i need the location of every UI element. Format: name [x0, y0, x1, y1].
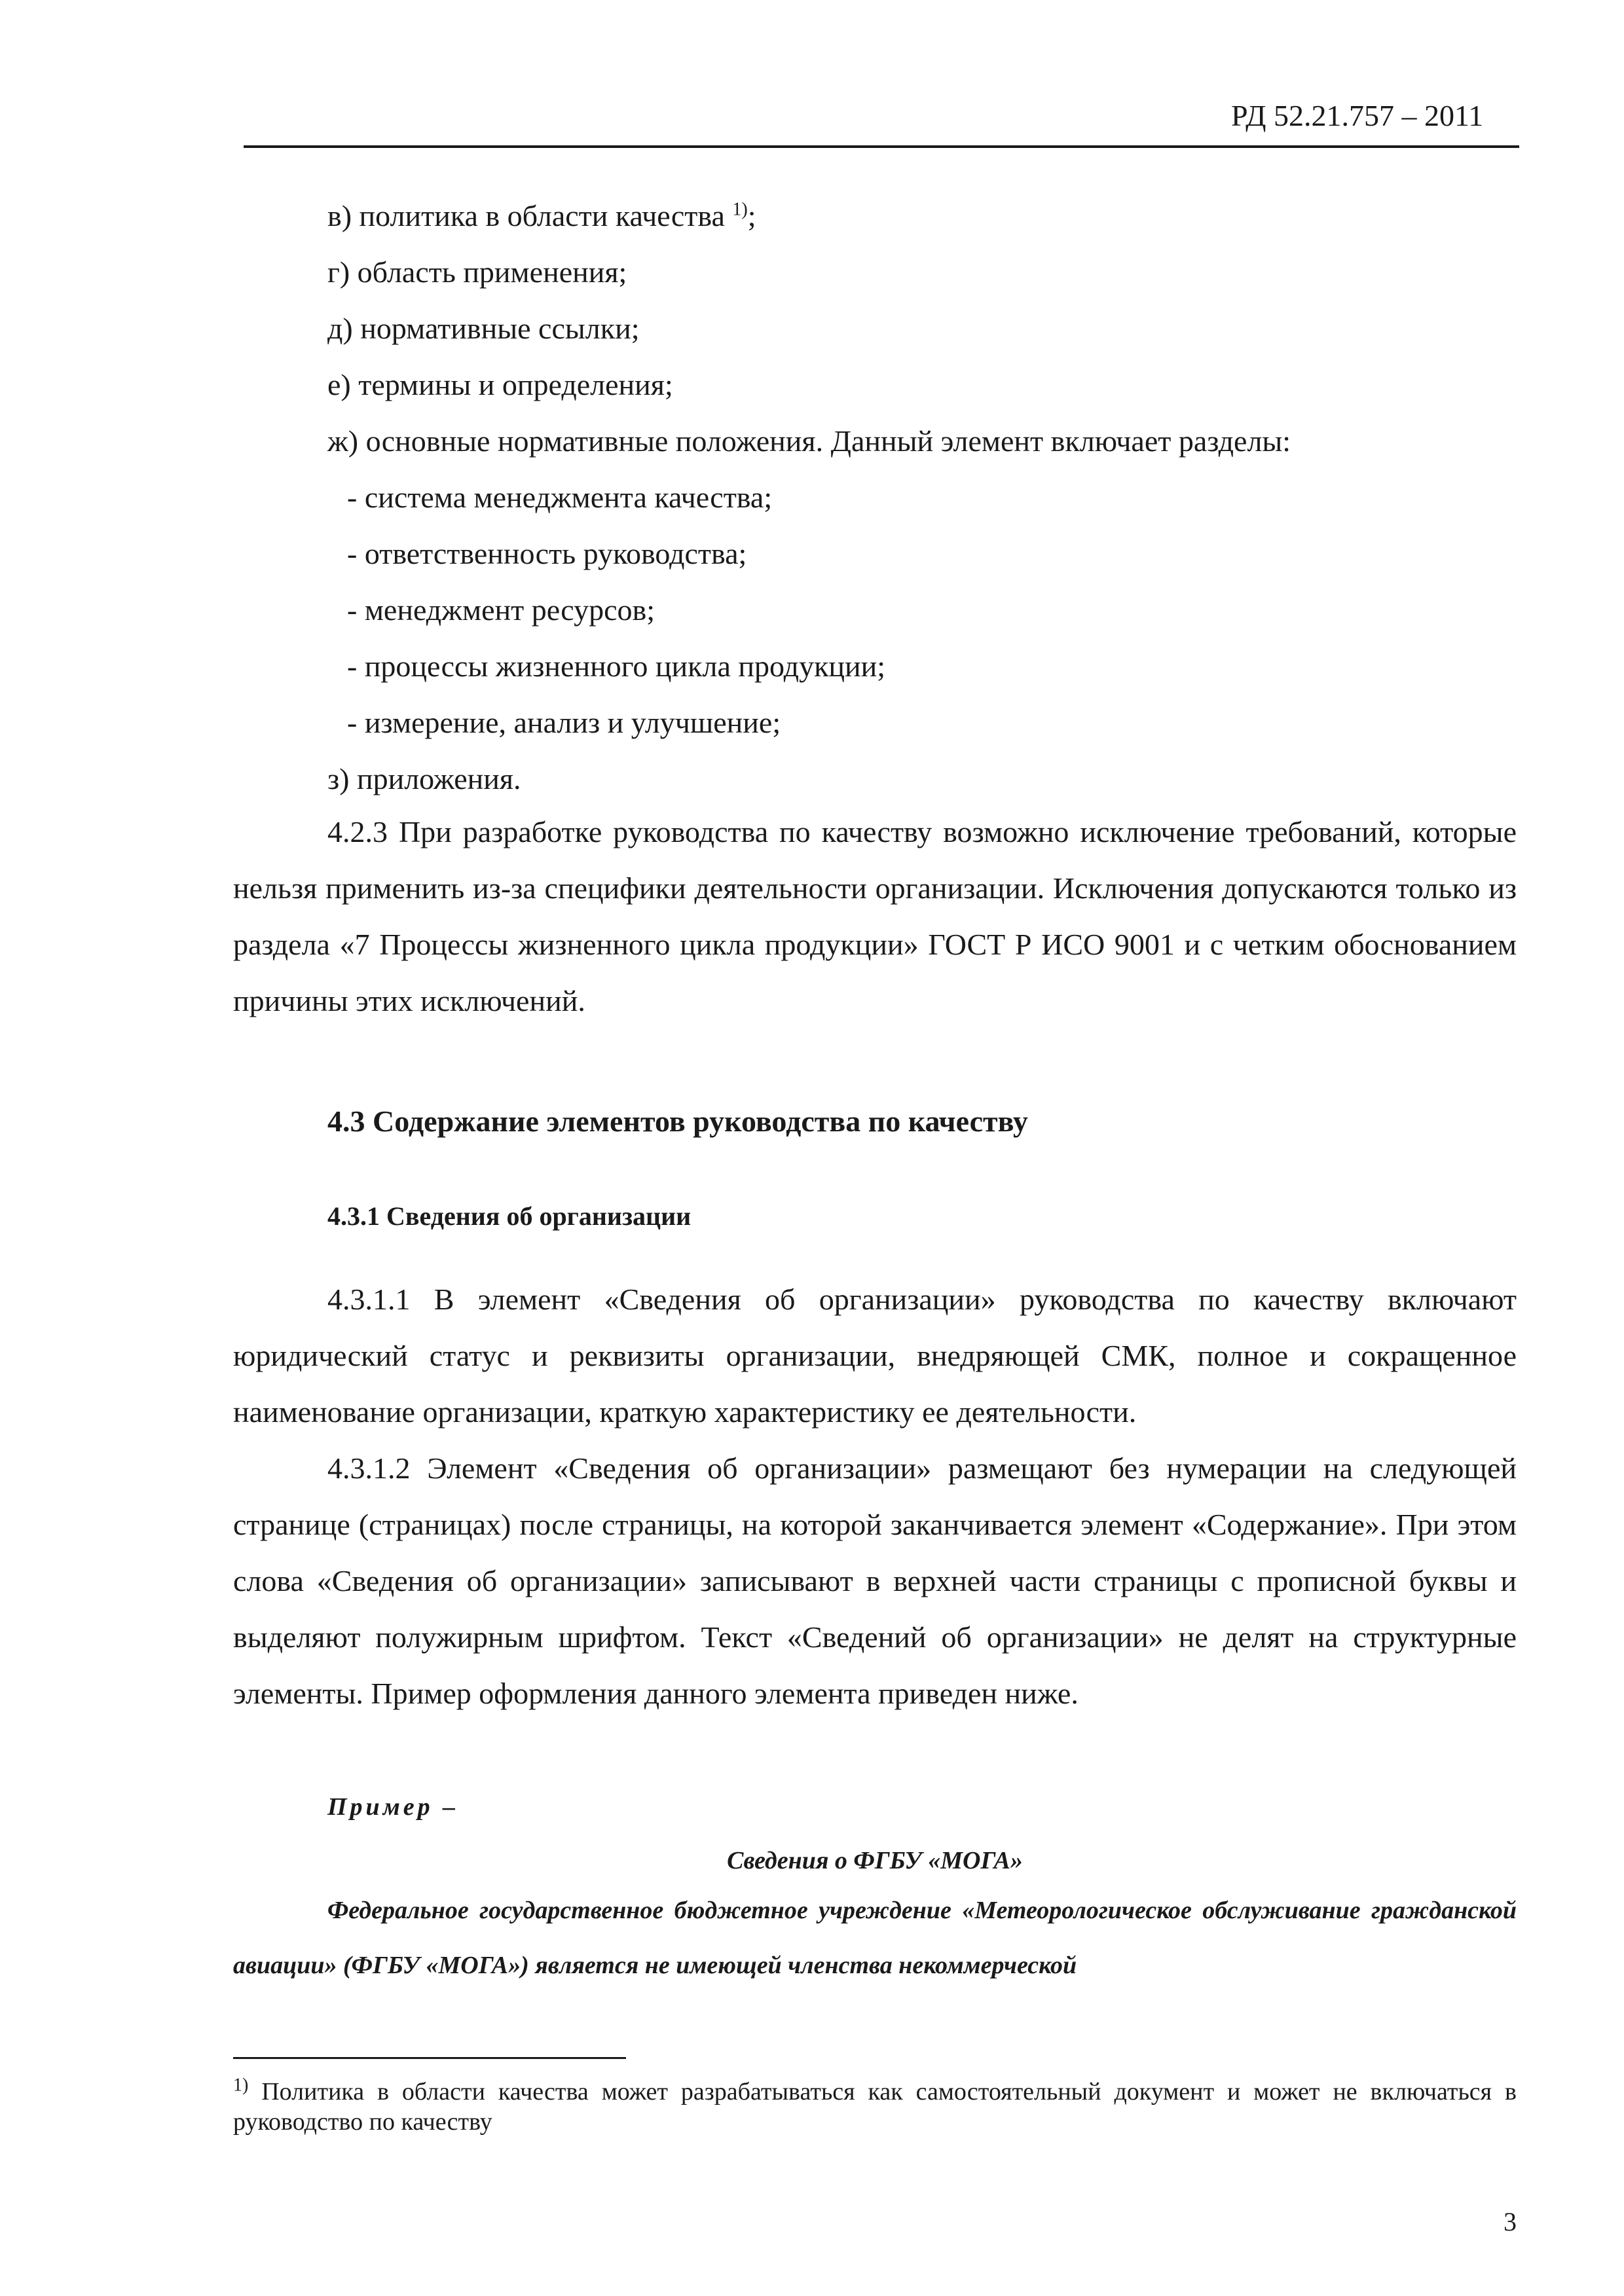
footnote-reference: 1): [732, 199, 748, 220]
paragraph-4-3-1-2: 4.3.1.2 Элемент «Сведения об организации» размещают без нумерации на следующей странице (страницах) после страницы, на которой заканчивается элемент «Содержание». При этом слова «Сведения об организации» записывают в верхней части страницы с прописной буквы и выделяют полужирным шрифтом. Текст «Сведений об организации» не делят на структурные элементы. Пример оформления данного элемента приведен ниже.: [233, 1451, 1517, 1710]
footnote: [233, 2077, 1517, 2137]
sublist-item: - ответственность руководства;: [347, 537, 747, 570]
sublist-item: - система менеджмента качества;: [347, 481, 773, 514]
list-item-zh: ж) основные нормативные положения. Данный элемент включает разделы:: [327, 424, 1291, 458]
sublist-item: - менеджмент ресурсов;: [347, 593, 655, 627]
example-label: Пример –: [327, 1793, 459, 1821]
paragraph-4-2-3: 4.2.3 При разработке руководства по качеству возможно исключение требований, которые нельзя применить из-за специфики деятельности организации. Исключения допускаются только из раздела «7 Процессы жизненного цикла продукции» ГОСТ Р ИСО 9001 и с четким обоснованием причины этих исключений.: [233, 815, 1517, 1017]
header-rule: [244, 145, 1519, 148]
document-code: РД 52.21.757 – 2011: [1231, 99, 1484, 132]
list-item-text: в) политика в области качества: [327, 199, 725, 232]
footnote-text: Политика в области качества может разрабатываться как самостоятельный документ и может не включаться в руководство по качеству: [233, 2078, 1517, 2136]
list-item-g: г) область применения;: [327, 255, 627, 289]
page-number: 3: [1504, 2207, 1517, 2236]
sublist-item: - измерение, анализ и улучшение;: [347, 706, 781, 739]
sublist-item: - процессы жизненного цикла продукции;: [347, 649, 886, 683]
list-item-z: з) приложения.: [327, 762, 521, 795]
section-heading-4-3: 4.3 Содержание элементов руководства по качеству: [327, 1104, 1028, 1138]
list-item-v: [327, 196, 756, 236]
footnote-rule: [233, 2057, 626, 2059]
subsection-heading-4-3-1: 4.3.1 Сведения об организации: [327, 1201, 692, 1231]
list-item-punct: ;: [747, 199, 756, 232]
list-item-d: д) нормативные ссылки;: [327, 312, 640, 345]
paragraph-4-3-1-1: 4.3.1.1 В элемент «Сведения об организации» руководства по качеству включают юридический статус и реквизиты организации, внедряющей СМК, полное и сокращенное наименование организации, краткую характеристику ее деятельности.: [233, 1283, 1517, 1429]
footnote-mark: 1): [233, 2075, 249, 2096]
example-body: Федеральное государственное бюджетное учреждение «Метеорологическое обслуживание гражданской авиации» (ФГБУ «МОГА») является не имеющей членства некоммерческой: [233, 1897, 1517, 1979]
example-title: Сведения о ФГБУ «МОГА»: [727, 1847, 1023, 1874]
list-item-e: е) термины и определения;: [327, 368, 673, 401]
